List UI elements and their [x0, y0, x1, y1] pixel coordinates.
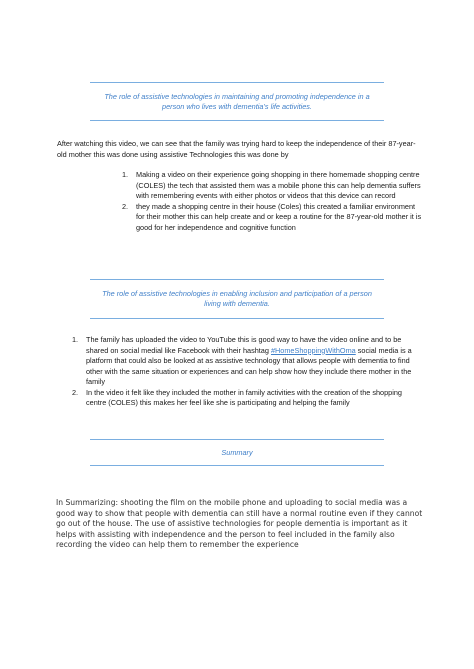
quote-bottom-rule [90, 120, 384, 121]
intense-quote-maintaining-independence [90, 82, 384, 121]
intro-paragraph: After watching this video, we can see that the family was trying hard to keep the independence of their 87-year-old mother this was done using assistive Technologies this was done by [57, 139, 416, 159]
intense-quote-inclusion-participation [90, 279, 384, 319]
quote-top-rule [90, 439, 384, 440]
quote-heading: The role of assistive technologies in maintaining and promoting independence in a person who lives with dementia’s life activities. [104, 92, 370, 111]
intense-quote-summary [90, 439, 384, 466]
list-item-number: 1. [122, 170, 129, 179]
inclusion-list [72, 335, 424, 409]
quote-bottom-rule [90, 465, 384, 466]
independence-list [122, 170, 424, 233]
summary-paragraph: In Summarizing: shooting the film on the mobile phone and uploading to social media was a good way to show that people with dementia can still have a normal routine even if they cannot go out of the house. The use of assistive technologies for people dementia is important as it helps with assisting with independence and the person to feel included in the family also recording the video can help them to remember the experience [56, 498, 423, 550]
quote-heading: The role of assistive technologies in enabling inclusion and participation of a person living with dementia. [102, 289, 372, 308]
list-item [72, 387, 424, 409]
list-item-number: 2. [122, 201, 129, 211]
quote-top-rule [90, 279, 384, 280]
list-item [122, 201, 424, 234]
quote-heading: Summary [221, 448, 253, 457]
list-item-text: they made a shopping centre in their house (Coles) this created a familiar environment for their mother this can help create and or keep a routine for the 87-year-old mother it is good for her independence and cognitive function [136, 201, 422, 232]
list-item-text-after: social media is a platform that could also be looked at as assistive technology that allows people with dementia to find other with the same situation or experiences and can help show how they include there mother in the family [86, 345, 412, 386]
list-item-text: Making a video on their experience going shopping in there homemade shopping centre (COLES) the tech that assisted them was a mobile phone this can help dementia suffers with remembering events with either photos or videos that this device can record [136, 170, 421, 200]
quote-bottom-rule [90, 318, 384, 319]
list-item [72, 335, 424, 388]
list-item-text-before: The family has uploaded the video to YouTube this is good way to have the video online and to be shared on social medial like Facebook with their hashtag [86, 335, 402, 355]
list-item-text: In the video it felt like they included the mother in family activities with the creation of the shopping centre (COLES) this makes her feel like she is participating and helping the family [86, 387, 402, 407]
hashtag-link[interactable]: #HomeShoppingWithOma [270, 345, 356, 355]
list-item-number: 2. [72, 387, 79, 397]
list-item-number: 1. [72, 335, 79, 344]
list-item [122, 170, 424, 202]
quote-top-rule [90, 82, 384, 83]
